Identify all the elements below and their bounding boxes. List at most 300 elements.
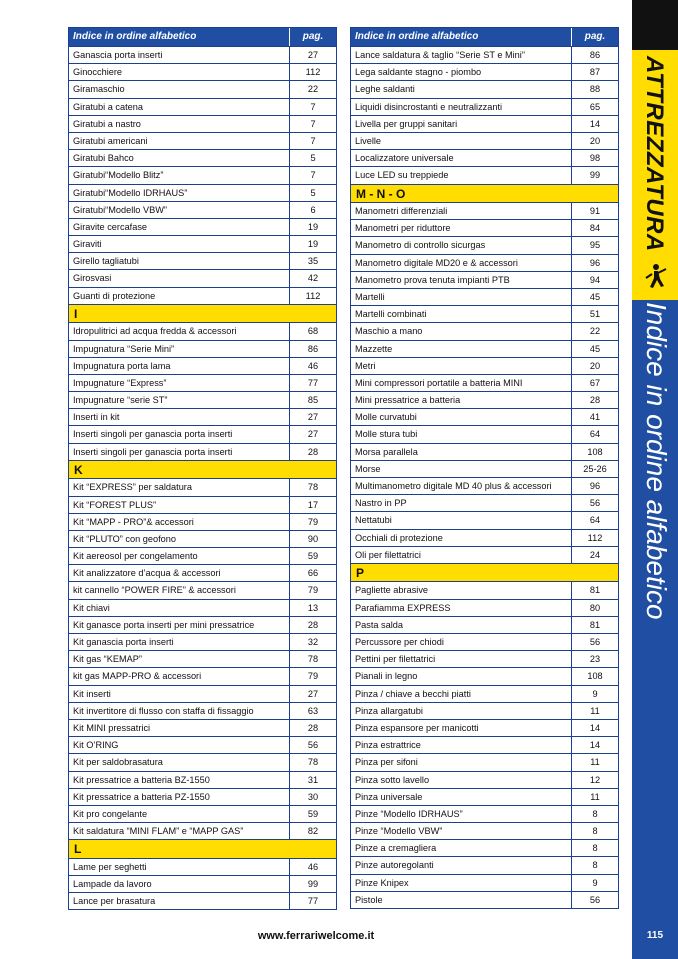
item-page: 45 xyxy=(589,291,601,302)
index-row xyxy=(351,80,618,97)
item-page: 8 xyxy=(592,843,598,854)
index-row xyxy=(351,719,618,736)
section-letter: I xyxy=(74,306,78,321)
item-page: 28 xyxy=(307,722,319,733)
header-page: pag. xyxy=(302,31,324,42)
item-page: 68 xyxy=(307,326,319,337)
item-name: Inserti in kit xyxy=(69,409,290,425)
item-page: 11 xyxy=(590,791,600,802)
item-page: 96 xyxy=(589,481,601,491)
item-name: Guanti di protezione xyxy=(69,288,290,304)
index-row xyxy=(69,513,336,530)
item-name: Multimanometro digitale MD 40 plus & accessori xyxy=(351,478,572,494)
item-page: 14 xyxy=(589,118,601,129)
table-header xyxy=(69,28,336,46)
item-name: Kit O’RING xyxy=(69,737,290,753)
item-page: 84 xyxy=(589,223,601,234)
index-row xyxy=(69,736,336,753)
index-row xyxy=(69,496,336,513)
item-name: Pinza allargatubi xyxy=(351,703,572,719)
item-name: Kit analizzatore d’acqua & accessori xyxy=(69,565,290,581)
item-page: 80 xyxy=(589,602,601,613)
item-name: Kit per saldobrasatura xyxy=(69,754,290,770)
item-name: Pinza estrattrice xyxy=(351,737,572,753)
item-name: Giratubi“Modello VBW” xyxy=(69,202,290,218)
item-page: 25-26 xyxy=(583,463,607,474)
item-page: 45 xyxy=(589,343,601,354)
item-page: 35 xyxy=(307,256,319,267)
item-page: 86 xyxy=(307,343,319,354)
index-row xyxy=(351,511,618,528)
item-page: 27 xyxy=(307,429,319,440)
index-row xyxy=(69,184,336,201)
index-row xyxy=(351,219,618,236)
item-name: Inserti singoli per ganascia porta inserti xyxy=(69,426,290,442)
item-name: Kit “PLUTO” con geofono xyxy=(69,531,290,547)
item-name: Pinza espansore per manicotti xyxy=(351,720,572,736)
item-page: 17 xyxy=(307,499,319,510)
index-row xyxy=(69,391,336,408)
item-name: Kit invertitore di flusso con staffa di fissaggio xyxy=(69,703,290,719)
item-name: kit cannello “POWER FIRE” & accessori xyxy=(69,582,290,598)
item-name: Percussore per chiodi xyxy=(351,634,572,650)
item-page: 66 xyxy=(307,568,319,579)
item-name: Manometro di controllo sicurgas xyxy=(351,237,572,253)
index-row xyxy=(69,408,336,425)
item-name: Idropulitrici ad acqua fredda & accessori xyxy=(69,323,290,339)
item-name: Impugnatura porta lama xyxy=(69,358,290,374)
item-name: Lame per seghetti xyxy=(69,859,290,875)
item-name: Pinza / chiave a becchi piatti xyxy=(351,686,572,702)
index-row xyxy=(351,166,618,183)
section-row xyxy=(69,460,336,479)
index-row xyxy=(69,530,336,547)
index-row xyxy=(351,633,618,650)
index-row xyxy=(69,98,336,115)
index-row xyxy=(69,599,336,616)
item-name: Kit “EXPRESS” per saldatura xyxy=(69,479,290,495)
index-row xyxy=(351,529,618,546)
item-page: 19 xyxy=(307,221,319,232)
item-page: 14 xyxy=(589,722,601,733)
index-row xyxy=(69,63,336,80)
index-row xyxy=(351,822,618,839)
item-page: 8 xyxy=(592,826,598,837)
item-page: 23 xyxy=(589,654,601,665)
item-page: 108 xyxy=(587,446,603,457)
index-row xyxy=(351,685,618,702)
index-row xyxy=(351,805,618,822)
item-page: 112 xyxy=(305,67,321,78)
item-name: Livelle xyxy=(351,133,572,149)
index-row xyxy=(351,425,618,442)
item-name: Pianali in legno xyxy=(351,668,572,684)
item-name: Kit pro congelante xyxy=(69,806,290,822)
item-page: 7 xyxy=(310,101,316,112)
item-page: 79 xyxy=(307,585,319,596)
section-row xyxy=(69,304,336,323)
section-letter: K xyxy=(74,462,83,477)
item-page: 11 xyxy=(590,757,600,768)
index-row xyxy=(351,650,618,667)
item-page: 14 xyxy=(589,740,601,751)
index-row xyxy=(351,408,618,425)
index-row xyxy=(69,201,336,218)
item-name: Giratubi a catena xyxy=(69,99,290,115)
index-row xyxy=(351,477,618,494)
index-row xyxy=(351,494,618,511)
header-title: Indice in ordine alfabetico xyxy=(69,28,290,46)
header-title: Indice in ordine alfabetico xyxy=(351,28,572,46)
item-name: Martelli xyxy=(351,289,572,305)
item-page: 86 xyxy=(589,50,601,60)
item-page: 78 xyxy=(307,757,319,768)
index-row xyxy=(69,892,336,909)
item-page: 59 xyxy=(307,808,319,819)
index-row xyxy=(69,340,336,357)
item-page: 28 xyxy=(307,446,319,457)
item-name: Pinze autoregolanti xyxy=(351,857,572,873)
index-row xyxy=(69,650,336,667)
index-row xyxy=(351,132,618,149)
item-page: 78 xyxy=(307,654,319,665)
item-page: 56 xyxy=(589,498,601,509)
index-row xyxy=(351,236,618,253)
index-row xyxy=(69,218,336,235)
item-page: 99 xyxy=(307,878,319,889)
index-row xyxy=(351,391,618,408)
header-page: pag. xyxy=(584,31,606,42)
item-page: 22 xyxy=(589,326,601,337)
index-row xyxy=(351,115,618,132)
item-name: Mini compressori portatile a batteria MINI xyxy=(351,375,572,391)
item-name: Mini pressatrice a batteria xyxy=(351,392,572,408)
table-header xyxy=(351,28,618,46)
item-page: 20 xyxy=(589,135,601,146)
item-page: 9 xyxy=(592,688,598,699)
index-row xyxy=(69,252,336,269)
index-row xyxy=(351,254,618,271)
item-name: Pinze a cremagliera xyxy=(351,840,572,856)
index-row xyxy=(351,305,618,322)
index-row xyxy=(351,202,618,219)
item-page: 64 xyxy=(589,429,601,440)
item-name: Kit pressatrice a batteria BZ-1550 xyxy=(69,772,290,788)
item-page: 27 xyxy=(307,688,319,699)
item-page: 5 xyxy=(310,187,316,198)
item-page: 65 xyxy=(589,101,601,112)
item-page: 6 xyxy=(310,204,316,215)
item-page: 46 xyxy=(307,861,319,872)
index-row xyxy=(69,702,336,719)
index-row xyxy=(351,891,618,908)
item-name: Mazzette xyxy=(351,341,572,357)
item-name: Lance per brasatura xyxy=(69,893,290,909)
index-row xyxy=(351,322,618,339)
item-name: Lega saldante stagno - piombo xyxy=(351,64,572,80)
index-row xyxy=(69,46,336,63)
item-name: Oli per filettatrici xyxy=(351,547,572,563)
item-page: 13 xyxy=(307,602,319,613)
item-name: Occhiali di protezione xyxy=(351,530,572,546)
index-row xyxy=(351,702,618,719)
index-row xyxy=(351,856,618,873)
item-page: 12 xyxy=(589,774,601,785)
item-name: Pistole xyxy=(351,892,572,908)
item-name: Kit “MAPP - PRO”& accessori xyxy=(69,514,290,530)
item-page: 56 xyxy=(307,740,319,751)
index-row xyxy=(69,287,336,304)
item-page: 77 xyxy=(307,896,319,907)
item-page: 87 xyxy=(589,67,601,78)
item-page: 27 xyxy=(307,50,319,60)
index-row xyxy=(351,460,618,477)
item-name: Nastro in PP xyxy=(351,495,572,511)
item-name: Molle curvatubi xyxy=(351,409,572,425)
item-page: 27 xyxy=(307,412,319,423)
item-name: Kit aereosol per congelamento xyxy=(69,548,290,564)
index-row xyxy=(69,166,336,183)
index-row xyxy=(69,269,336,286)
item-name: Girello tagliatubi xyxy=(69,253,290,269)
item-name: Pasta salda xyxy=(351,617,572,633)
index-row xyxy=(69,788,336,805)
index-row xyxy=(69,875,336,892)
item-page: 81 xyxy=(589,619,601,630)
index-row xyxy=(69,633,336,650)
item-page: 112 xyxy=(305,290,321,301)
item-name: Leghe saldanti xyxy=(351,81,572,97)
item-name: Kit gas “KEMAP” xyxy=(69,651,290,667)
item-name: Girosvasi xyxy=(69,270,290,286)
item-page: 95 xyxy=(589,240,601,251)
index-row xyxy=(69,719,336,736)
index-row xyxy=(69,616,336,633)
index-row xyxy=(69,547,336,564)
category-label: ATTREZZATURA xyxy=(641,56,668,252)
index-row xyxy=(69,822,336,839)
item-name: Impugnature “serie ST” xyxy=(69,392,290,408)
item-name: Luce LED su treppiede xyxy=(351,167,572,183)
item-page: 67 xyxy=(589,377,601,388)
index-row xyxy=(351,288,618,305)
index-row xyxy=(69,753,336,770)
item-page: 5 xyxy=(310,153,316,164)
item-page: 94 xyxy=(589,274,601,285)
index-row xyxy=(351,98,618,115)
index-row xyxy=(351,753,618,770)
item-name: Maschio a mano xyxy=(351,323,572,339)
item-name: Pinza universale xyxy=(351,789,572,805)
item-name: Kit “FOREST PLUS” xyxy=(69,497,290,513)
item-page: 28 xyxy=(307,619,319,630)
item-page: 56 xyxy=(589,637,601,647)
index-row xyxy=(69,564,336,581)
index-row xyxy=(351,271,618,288)
item-name: Ganascia porta inserti xyxy=(69,47,290,63)
index-row xyxy=(351,149,618,166)
item-name: Kit chiavi xyxy=(69,600,290,616)
side-band-top xyxy=(632,0,678,50)
index-row xyxy=(351,340,618,357)
item-name: Manometro digitale MD20 e & accessori xyxy=(351,255,572,271)
item-page: 11 xyxy=(590,705,600,716)
item-name: Kit saldatura “MINI FLAM” e “MAPP GAS” xyxy=(69,823,290,839)
index-row xyxy=(69,149,336,166)
index-row xyxy=(69,322,336,339)
item-name: Giraviti xyxy=(69,236,290,252)
item-page: 7 xyxy=(310,135,316,146)
item-page: 91 xyxy=(589,206,601,216)
item-page: 19 xyxy=(307,239,319,250)
item-name: Giratubi americani xyxy=(69,133,290,149)
index-row xyxy=(351,736,618,753)
item-page: 81 xyxy=(589,585,601,596)
item-page: 7 xyxy=(310,118,316,129)
item-name: Ginocchiere xyxy=(69,64,290,80)
item-name: Giravite cercafase xyxy=(69,219,290,235)
item-page: 9 xyxy=(592,877,598,888)
index-row xyxy=(69,858,336,875)
section-row xyxy=(69,839,336,858)
item-name: Morse xyxy=(351,461,572,477)
item-page: 64 xyxy=(589,515,601,526)
index-row xyxy=(351,546,618,563)
item-name: Kit inserti xyxy=(69,686,290,702)
item-name: Pagliette abrasive xyxy=(351,582,572,598)
index-row xyxy=(351,443,618,460)
index-row xyxy=(69,478,336,495)
index-row xyxy=(351,839,618,856)
item-name: Impugnature “Express” xyxy=(69,375,290,391)
item-name: Kit pressatrice a batteria PZ-1550 xyxy=(69,789,290,805)
index-row xyxy=(351,581,618,598)
item-name: Lance saldatura & taglio “Serie ST e Mini” xyxy=(351,47,572,63)
item-page: 20 xyxy=(589,360,601,371)
index-row xyxy=(69,235,336,252)
section-title: Indice in ordine alfabetico xyxy=(641,302,672,620)
item-name: Kit ganascia porta inserti xyxy=(69,634,290,650)
index-row xyxy=(351,616,618,633)
index-row xyxy=(69,374,336,391)
item-name: Giratubi Bahco xyxy=(69,150,290,166)
item-page: 88 xyxy=(589,84,601,95)
item-page: 24 xyxy=(589,549,601,560)
item-name: Livella per gruppi sanitari xyxy=(351,116,572,132)
item-name: Morsa parallela xyxy=(351,444,572,460)
index-row xyxy=(351,788,618,805)
item-name: Manometro prova tenuta impianti PTB xyxy=(351,272,572,288)
item-page: 77 xyxy=(307,377,319,388)
item-page: 82 xyxy=(307,826,319,837)
item-page: 56 xyxy=(589,894,601,905)
item-name: Nettatubi xyxy=(351,512,572,528)
item-name: Pinze “Modello IDRHAUS” xyxy=(351,806,572,822)
item-name: Lampade da lavoro xyxy=(69,876,290,892)
item-page: 79 xyxy=(307,516,319,527)
index-row xyxy=(69,685,336,702)
section-row xyxy=(351,184,618,203)
item-name: Molle stura tubi xyxy=(351,426,572,442)
section-letter: P xyxy=(356,565,365,580)
item-name: kit gas MAPP-PRO & accessori xyxy=(69,668,290,684)
index-row xyxy=(351,63,618,80)
item-page: 22 xyxy=(307,84,319,95)
item-page: 96 xyxy=(589,257,601,268)
item-page: 46 xyxy=(307,360,319,371)
item-page: 8 xyxy=(592,860,598,871)
item-name: Pinza per sifoni xyxy=(351,754,572,770)
page-number: 115 xyxy=(646,930,664,941)
index-row xyxy=(69,443,336,460)
item-name: Parafiamma EXPRESS xyxy=(351,600,572,616)
item-page: 42 xyxy=(307,273,319,284)
index-row xyxy=(69,667,336,684)
section-letter: L xyxy=(74,842,82,857)
item-name: Kit ganasce porta inserti per mini pressatrice xyxy=(69,617,290,633)
item-name: Giramaschio xyxy=(69,81,290,97)
index-row xyxy=(69,805,336,822)
item-page: 30 xyxy=(307,791,319,802)
item-page: 112 xyxy=(587,532,603,543)
item-page: 32 xyxy=(307,637,319,647)
item-name: Localizzatore universale xyxy=(351,150,572,166)
index-row xyxy=(69,80,336,97)
index-table-right xyxy=(350,27,619,909)
section-row xyxy=(351,563,618,582)
index-row xyxy=(69,581,336,598)
index-row xyxy=(69,132,336,149)
item-name: Pinze Knipex xyxy=(351,875,572,891)
item-name: Metri xyxy=(351,358,572,374)
index-row xyxy=(351,667,618,684)
item-name: Impugnatura “Serie Mini” xyxy=(69,341,290,357)
index-table-left xyxy=(68,27,337,910)
item-name: Manometri per riduttore xyxy=(351,220,572,236)
item-name: Pinze “Modello VBW” xyxy=(351,823,572,839)
index-row xyxy=(351,771,618,788)
worker-icon xyxy=(640,262,670,292)
footer-url[interactable]: www.ferrariwelcome.it xyxy=(257,930,375,942)
item-page: 8 xyxy=(592,808,598,819)
item-page: 31 xyxy=(307,774,319,785)
item-page: 108 xyxy=(587,671,603,682)
item-page: 59 xyxy=(307,551,319,562)
section-letter: M - N - O xyxy=(356,186,406,201)
item-page: 41 xyxy=(589,412,601,423)
item-page: 7 xyxy=(310,170,316,181)
item-page: 63 xyxy=(307,705,319,716)
item-name: Giratubi a nastro xyxy=(69,116,290,132)
index-row xyxy=(351,599,618,616)
item-name: Manometri differenziali xyxy=(351,203,572,219)
item-page: 85 xyxy=(307,395,319,406)
item-page: 79 xyxy=(307,671,319,682)
index-row xyxy=(69,115,336,132)
index-row xyxy=(69,771,336,788)
index-row xyxy=(351,874,618,891)
item-page: 90 xyxy=(307,533,319,544)
item-page: 78 xyxy=(307,482,319,493)
item-page: 51 xyxy=(589,309,601,320)
item-name: Pinza sotto lavello xyxy=(351,772,572,788)
item-name: Giratubi“Modello Blitz” xyxy=(69,167,290,183)
item-name: Pettini per filettatrici xyxy=(351,651,572,667)
item-page: 28 xyxy=(589,395,601,406)
index-row xyxy=(69,425,336,442)
index-row xyxy=(351,46,618,63)
index-row xyxy=(351,374,618,391)
